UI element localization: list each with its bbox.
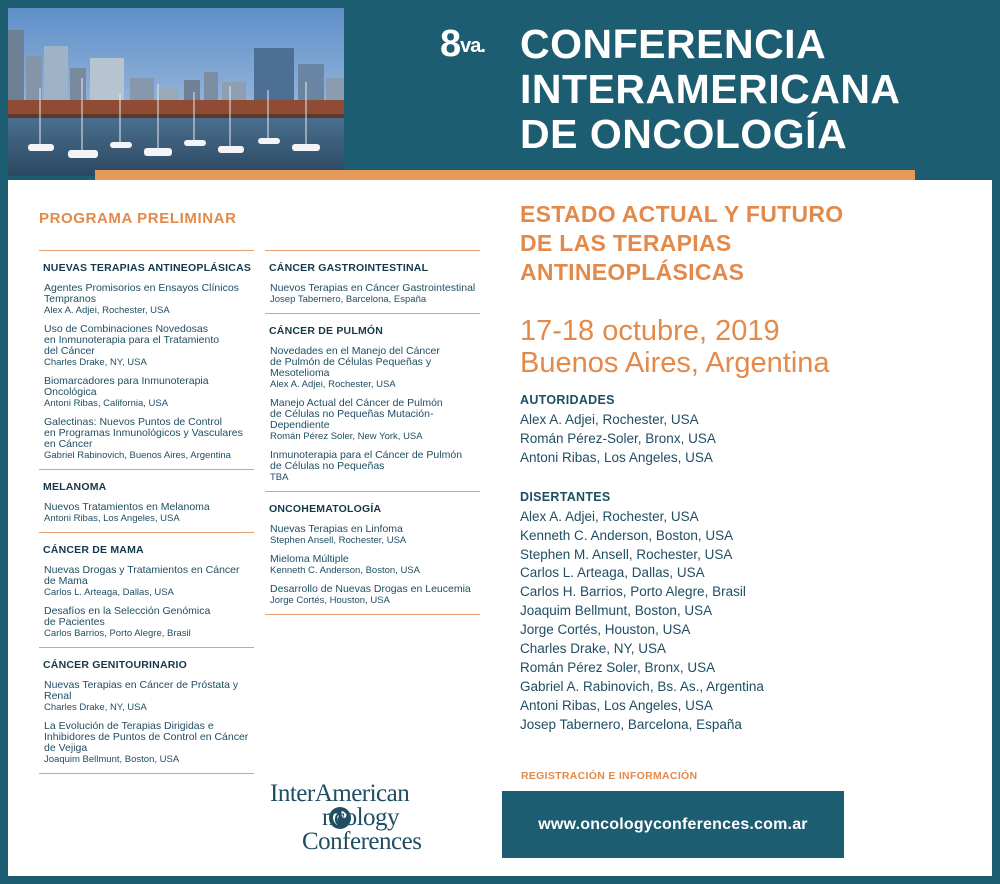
section-divider (39, 647, 254, 648)
program-item (270, 554, 480, 576)
program-item (44, 721, 254, 765)
talk-speaker: Stephen Ansell, Rochester, USA (270, 535, 407, 546)
speakers-list (520, 508, 980, 735)
program-item (270, 346, 480, 390)
talk-title-line: Mesotelioma (270, 367, 330, 379)
section-title: CÁNCER GASTROINTESTINAL (269, 262, 429, 274)
program-title: PROGRAMA PRELIMINAR (39, 210, 237, 227)
title-line-2: INTERAMERICANA (520, 66, 901, 112)
event-place: Buenos Aires, Argentina (520, 347, 830, 379)
program-left-column (39, 250, 254, 774)
event-subtitle (520, 200, 980, 287)
program-item (44, 606, 254, 639)
program-item (44, 565, 254, 598)
talk-title-line: de Células no Pequeñas (270, 460, 385, 472)
talk-title-line: en Programas Inmunológicos y Vasculares (44, 427, 243, 439)
program-item (270, 398, 480, 442)
section-divider (39, 469, 254, 470)
interamerican-oncology-logo (270, 780, 484, 860)
talk-title-line: Biomarcadores para Inmunoterapia (44, 375, 209, 387)
orange-divider-bar (95, 170, 915, 180)
talk-title-line: de Pulmón de Células Pequeñas y (270, 356, 432, 368)
section-title: NUEVAS TERAPIAS ANTINEOPLÁSICAS (43, 262, 252, 274)
talk-speaker: Antoni Ribas, Los Angeles, USA (44, 513, 180, 524)
talk-title-line: Tempranos (44, 293, 96, 305)
talk-title-line: Nuevos Terapias en Cáncer Gastrointestinal (270, 282, 476, 294)
talk-title-line: Uso de Combinaciones Novedosas (44, 323, 209, 335)
talk-speaker: Alex A. Adjei, Rochester, USA (270, 379, 396, 390)
talk-title-line: Nuevos Tratamientos en Melanoma (44, 501, 210, 513)
edition-number (440, 24, 485, 64)
talk-title-line: Oncológica (44, 386, 97, 398)
program-item (44, 283, 254, 316)
program-item (44, 417, 254, 461)
subtitle-line-2: DE LAS TERAPIAS (520, 230, 732, 256)
section-divider (265, 313, 480, 314)
section-divider (39, 532, 254, 533)
section-divider (265, 250, 480, 251)
section-title: MELANOMA (43, 481, 107, 493)
subtitle-line-3: ANTINEOPLÁSICAS (520, 259, 745, 285)
section-divider (265, 491, 480, 492)
talk-title-line: Galectinas: Nuevos Puntos de Control (44, 416, 223, 428)
section-title: CÁNCER GENITOURINARIO (43, 659, 188, 671)
program-mid-column (265, 250, 480, 615)
talk-title-line: Desafíos en la Selección Genómica (44, 605, 211, 617)
program-item (270, 450, 480, 483)
talk-title-line: Nuevas Drogas y Tratamientos en Cáncer (44, 564, 240, 576)
speaker-name: Román Pérez Soler, Bronx, USA (520, 659, 716, 675)
section-title: CÁNCER DE PULMÓN (269, 325, 384, 337)
speaker-name: Alex A. Adjei, Rochester, USA (520, 508, 699, 524)
event-info (520, 200, 980, 735)
speaker-name: Carlos H. Barrios, Porto Alegre, Brasil (520, 584, 746, 600)
program-item (270, 524, 480, 546)
talk-speaker: Charles Drake, NY, USA (44, 357, 147, 368)
talk-speaker: Alex A. Adjei, Rochester, USA (44, 305, 170, 316)
subtitle-line-1: ESTADO ACTUAL Y FUTURO (520, 201, 844, 227)
talk-speaker: Gabriel Rabinovich, Buenos Aires, Argentina (44, 450, 231, 461)
authorities-title: AUTORIDADES (520, 393, 615, 407)
talk-title-line: del Cáncer (44, 345, 95, 357)
talk-speaker: Joaquim Bellmunt, Boston, USA (44, 754, 180, 765)
talk-title-line: Agentes Promisorios en Ensayos Clínicos (44, 282, 239, 294)
title-line-1: CONFERENCIA (520, 21, 827, 67)
authority-name: Antoni Ribas, Los Angeles, USA (520, 449, 713, 465)
speakers-title: DISERTANTES (520, 489, 611, 504)
title-line-3: DE ONCOLOGÍA (520, 111, 848, 157)
speaker-name: Antoni Ribas, Los Angeles, USA (520, 697, 713, 713)
speaker-name: Joaquim Bellmunt, Boston, USA (520, 603, 713, 619)
edition-digit: 8 (440, 23, 461, 65)
talk-title-line: de Vejiga (44, 742, 88, 754)
title-lines (520, 22, 901, 157)
website-link[interactable]: www.oncologyconferences.com.ar (502, 791, 844, 858)
program-item (44, 324, 254, 368)
talk-speaker: Kenneth C. Anderson, Boston, USA (270, 565, 420, 576)
speaker-name: Gabriel A. Rabinovich, Bs. As., Argentina (520, 678, 764, 694)
talk-speaker: Charles Drake, NY, USA (44, 702, 147, 713)
talk-title-line: Renal (44, 690, 72, 702)
talk-title-line: Nuevas Terapias en Cáncer de Próstata y (44, 679, 239, 691)
talk-speaker: Josep Tabernero, Barcelona, España (270, 294, 427, 305)
speaker-name: Kenneth C. Anderson, Boston, USA (520, 527, 734, 543)
talk-title-line: Desarrollo de Nuevas Drogas en Leucemia (270, 583, 471, 595)
talk-speaker: Román Pérez Soler, New York, USA (270, 431, 423, 442)
speaker-name: Stephen M. Ansell, Rochester, USA (520, 546, 733, 562)
edition-suffix: va. (460, 35, 485, 57)
section-title: ONCOHEMATOLOGÍA (269, 503, 382, 515)
talk-title-line: de Pacientes (44, 616, 105, 628)
speaker-name: Jorge Cortés, Houston, USA (520, 622, 691, 638)
talk-speaker: Carlos Barrios, Porto Alegre, Brasil (44, 628, 191, 639)
authorities-list (520, 411, 980, 468)
speaker-name: Josep Tabernero, Barcelona, España (520, 716, 742, 732)
section-title: CÁNCER DE MAMA (43, 544, 144, 556)
talk-speaker: Antoni Ribas, California, USA (44, 398, 169, 409)
program-item (270, 283, 480, 305)
talk-title-line: de Células no Pequeñas Mutación- (270, 408, 434, 420)
authority-name: Román Pérez-Soler, Bronx, USA (520, 430, 716, 446)
authority-name: Alex A. Adjei, Rochester, USA (520, 412, 699, 427)
program-item (44, 680, 254, 713)
talk-title-line: Dependiente (270, 419, 330, 431)
logo-line-1: InterAmerican (270, 780, 410, 807)
talk-title-line: en Inmunoterapia para el Tratamiento (44, 334, 220, 346)
logo-line-2: ncology (322, 804, 400, 831)
section-divider (39, 250, 254, 251)
talk-title-line: en Cáncer (44, 438, 93, 450)
event-date: 17-18 octubre, 2019 (520, 315, 780, 347)
talk-title-line: Inhibidores de Puntos de Control en Cáncer (44, 731, 249, 743)
talk-title-line: Nuevas Terapias en Linfoma (270, 523, 403, 535)
talk-speaker: TBA (270, 472, 289, 483)
content-panel (8, 180, 992, 876)
talk-title-line: Manejo Actual del Cáncer de Pulmón (270, 397, 443, 409)
speaker-name: Carlos L. Arteaga, Dallas, USA (520, 565, 705, 581)
section-divider (39, 773, 254, 774)
program-item (44, 502, 254, 524)
talk-title-line: de Mama (44, 575, 88, 587)
speaker-name: Charles Drake, NY, USA (520, 641, 667, 657)
talk-speaker: Jorge Cortés, Houston, USA (270, 595, 390, 606)
section-divider (265, 614, 480, 615)
harbor-city-photo (8, 8, 344, 176)
talk-speaker: Carlos L. Arteaga, Dallas, USA (44, 587, 174, 598)
program-item (44, 376, 254, 409)
talk-title-line: Novedades en el Manejo del Cáncer (270, 345, 440, 357)
talk-title-line: La Evolución de Terapias Dirigidas e (44, 720, 214, 732)
talk-title-line: Inmunoterapia para el Cáncer de Pulmón (270, 449, 463, 461)
talk-title-line: Mieloma Múltiple (270, 553, 349, 565)
registration-label: REGISTRACIÓN E INFORMACIÓN (521, 770, 698, 782)
program-item (270, 584, 480, 606)
logo-line-3: Conferences (302, 828, 422, 855)
